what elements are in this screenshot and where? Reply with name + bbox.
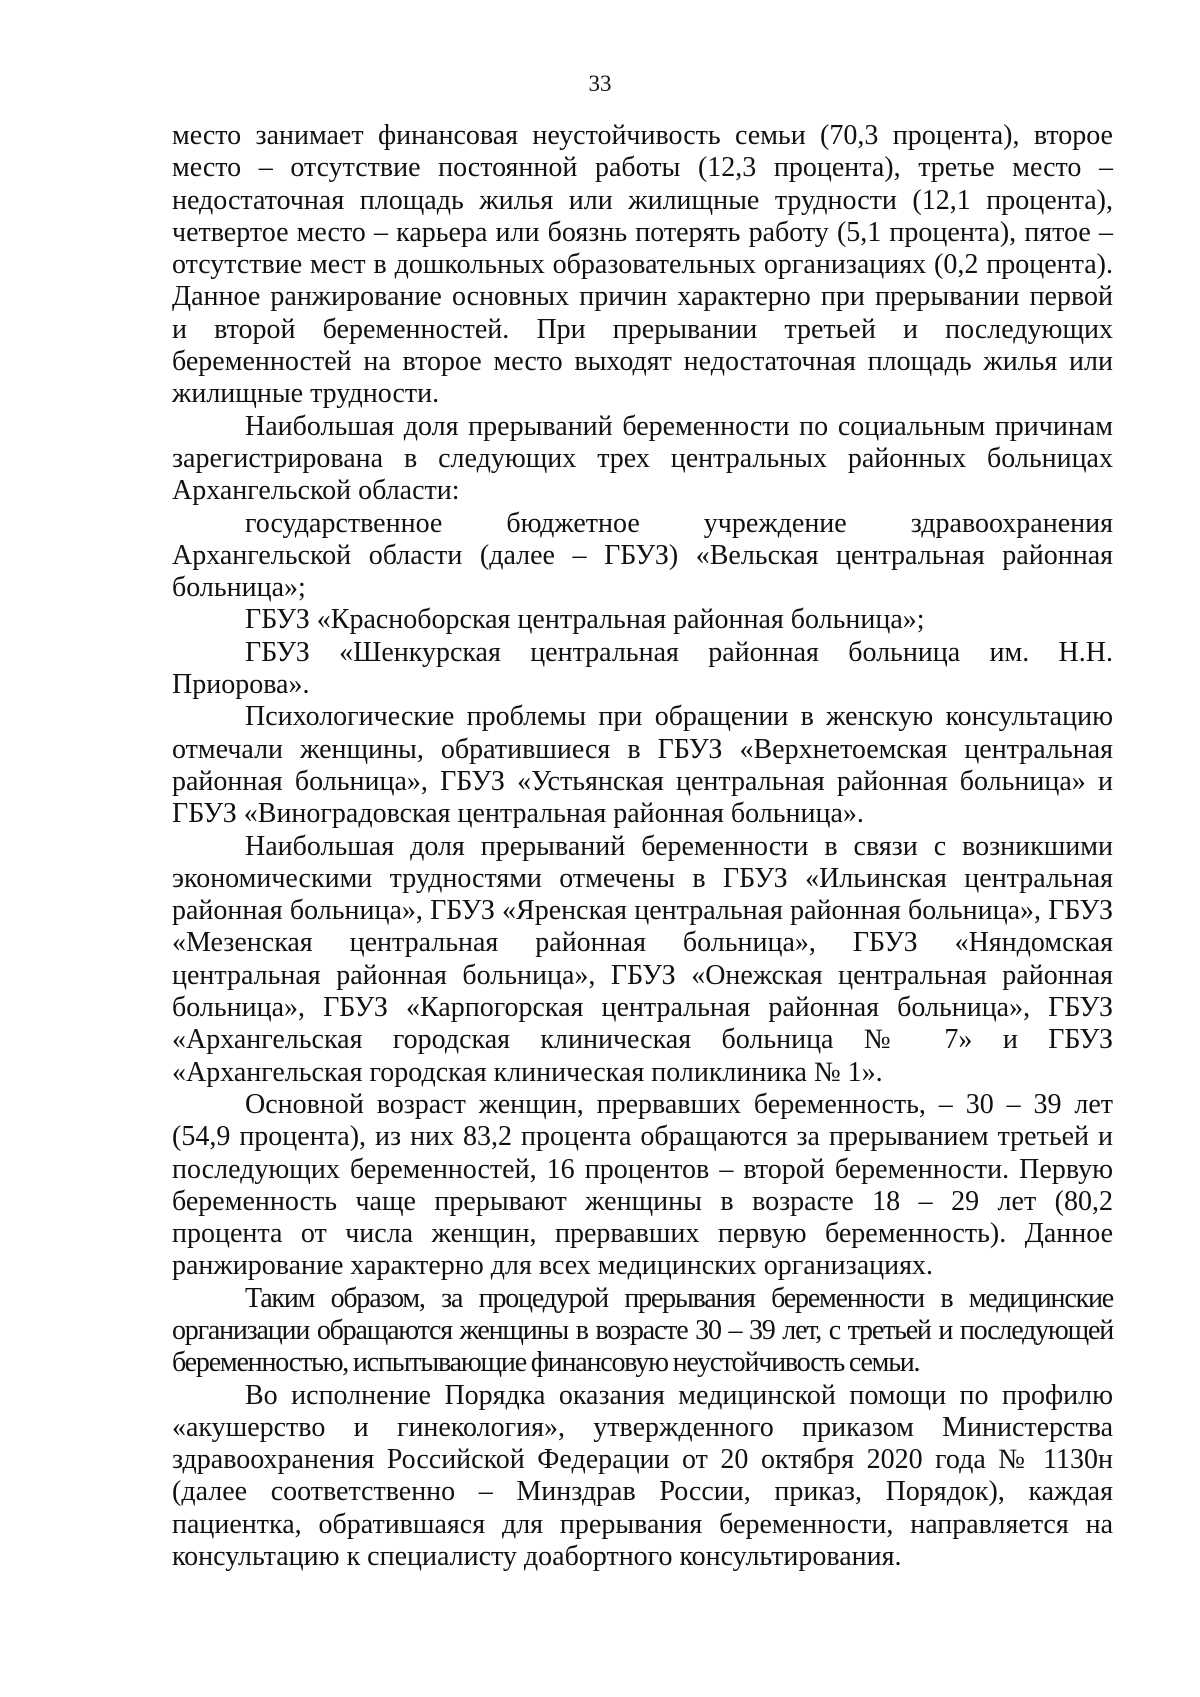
paragraph-order-1130n: Во исполнение Порядка оказания медицинской помощи по профилю «акушерство и гинекология», утвержденного приказом Министерства здравоохранения Российской Федерации от 20 октября 2020 года № 1130н (далее соответственно – Минздрав России, приказ, Порядок), каждая пациентка, обратившаяся для прерывания беременности, направляется на консультацию к специалисту доабортного консультирования.: [172, 1379, 1113, 1573]
paragraph-social-reasons: Наибольшая доля прерываний беременности по социальным причинам зарегистрирована в следующих трех центральных районных больницах Архангельской области:: [172, 410, 1113, 507]
document-body: [172, 120, 1113, 1573]
paragraph-hospital-velsk: государственное бюджетное учреждение здравоохранения Архангельской области (далее – ГБУЗ) «Вельская центральная районная больница»;: [172, 507, 1113, 604]
paragraph-conclusion: Таким образом, за процедурой прерывания беременности в медицинские организации обращаются женщины в возрасте 30 – 39 лет, с третьей и последующей беременностью, испытывающие финансовую неустойчивость семьи.: [172, 1282, 1113, 1379]
paragraph-economic-difficulties: Наибольшая доля прерываний беременности в связи с возникшими экономическими трудностями отмечены в ГБУЗ «Ильинская центральная районная больница», ГБУЗ «Яренская центральная районная больница», ГБУЗ «Мезенская центральная районная больница», ГБУЗ «Няндомская центральная районная больница», ГБУЗ «Онежская центральная районная больница», ГБУЗ «Карпогорская центральная районная больница», ГБУЗ «Архангельская городская клиническая больница № 7» и ГБУЗ «Архангельская городская клиническая поликлиника № 1».: [172, 830, 1113, 1088]
paragraph-hospital-krasnoborsk: ГБУЗ «Красноборская центральная районная больница»;: [245, 604, 925, 636]
page-number: 33: [588, 71, 612, 96]
paragraph-hospital-shenkursk: ГБУЗ «Шенкурская центральная районная больница им. Н.Н. Приорова».: [172, 636, 1113, 701]
paragraph-age-statistics: Основной возраст женщин, прервавших беременность, – 30 – 39 лет (54,9 процента), из них 83,2 процента обращаются за прерыванием третьей и последующих беременностей, 16 процентов – второй беременности. Первую беременность чаще прерывают женщины в возрасте 18 – 29 лет (80,2 процента от числа женщин, прервавших первую беременность). Данное ранжирование характерно для всех медицинских организациях.: [172, 1088, 1113, 1282]
paragraph-psychological-problems: Психологические проблемы при обращении в женскую консультацию отмечали женщины, обратившиеся в ГБУЗ «Верхнетоемская центральная районная больница», ГБУЗ «Устьянская центральная районная больница» и ГБУЗ «Виноградовская центральная районная больница».: [172, 701, 1113, 830]
paragraph-continuation: место занимает финансовая неустойчивость семьи (70,3 процента), второе место – отсутствие постоянной работы (12,3 процента), третье место – недостаточная площадь жилья или жилищные трудности (12,1 процента), четвертое место – карьера или боязнь потерять работу (5,1 процента), пятое – отсутствие мест в дошкольных образовательных организациях (0,2 процента). Данное ранжирование основных причин характерно при прерывании первой и второй беременностей. При прерывании третьей и последующих беременностей на второе место выходят недостаточная площадь жилья или жилищные трудности.: [172, 120, 1113, 410]
